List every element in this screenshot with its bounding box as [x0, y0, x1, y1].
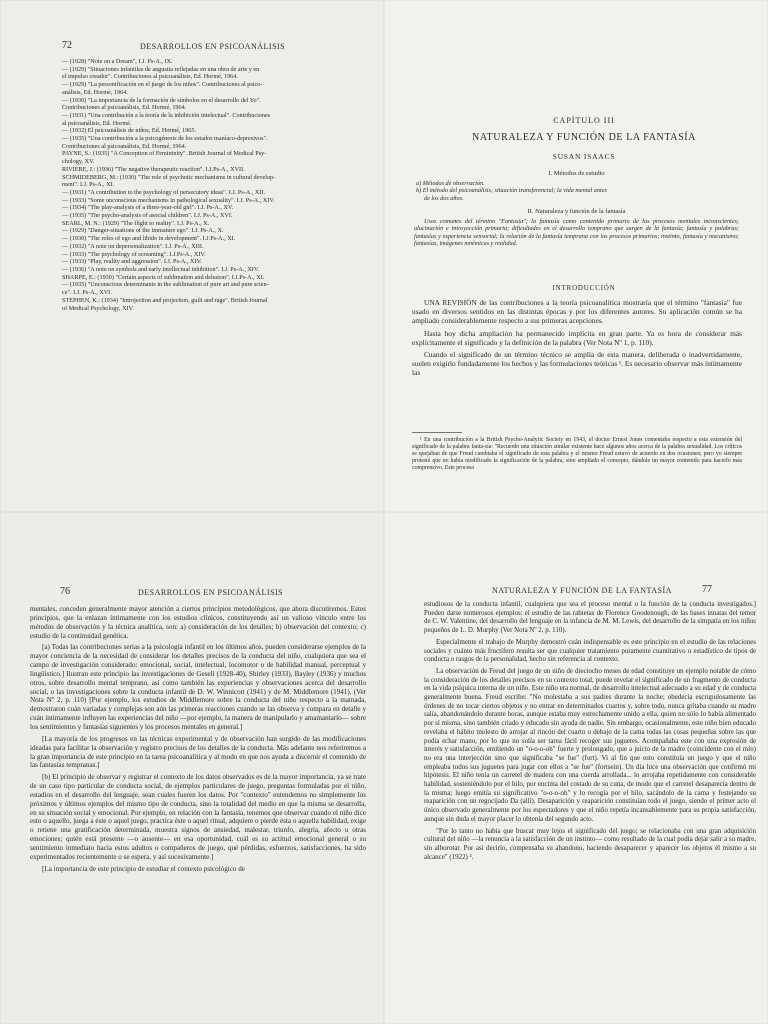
bibliography-entry: — (1928) "Note on a Dream", I.J. Ps-A., IX. [62, 58, 173, 65]
introduction-text [412, 298, 742, 381]
page-77-text [424, 600, 756, 864]
section-1-heading: I. Métodos de estudio [548, 170, 605, 177]
section-2-heading: II. Naturaleza y función de la fantasía [527, 208, 626, 215]
bibliography-entry: — (1929) "Danger-situations of the immature ego". I.J. Ps-A., X. [62, 227, 224, 235]
page-76 [0, 512, 384, 1024]
footnote: ¹ En una contribución a la British Psycho-Analytic Society en 1943, el doctor Ernest Jones comentaba respecto a esta extensión del significado de la palabra fanta-sía: "Recuerdo una situación similar existente hace algunos años acerca de la palabra sexualidad. Los críticos se quejaban de que Freud cambiaba el significado de esta palabra y el mismo Freud estuvo de acuerdo en dos ocasiones; pero yo siempre protesté que no había modificado la significación de la palabra, sino ampliado el concepto, dándole un mayor contenido para hacerlo más comprensivo. Este proceso [412, 437, 742, 471]
bibliography-entry: — (1929) "Situaciones infantiles de angustia reflejadas en una obra de arte y en [62, 65, 260, 73]
bibliography-entry: SCHMIDEBERG, M.: (1930) "The role of psychotic mechanisms in cultural develop- [62, 173, 276, 181]
bibliography-entry: — (1935) "Unconscious determinants in the sublimation of pure art and pure scien- [62, 281, 269, 289]
paragraph: estudiosos de la conducta infantil, cualquiera que sea el proceso mental o la función de la conducta investigados.] Pueden darse numerosos ejemplos: el estudio de las rabietas de Florence Goodenough, de las bases innatas del temor de C. W. Valentine, del desarrollo del lenguaje en la infancia de M. M. Lewis, del desarrollo de la simpatía en los niños pequeños de L. D. Murphy (Ver Nota Nº 2, p. 110). [424, 600, 756, 635]
paragraph: La observación de Freud del juego de un niño de dieciocho meses de edad constituye un ejemplo notable de cómo la consideración de los detalles precisos en su contexto total, puede revelar el significado de un fragmento de conducta en la vida psíquica interna de un niño. Este niño era normal, de desarrollo intelectual adecuado a su edad y de conducta generalmente buena. Freud escribe: "No molestaba a sus padres durante la noche; obedecía escrupulosamente las órdenes de no tocar ciertos objetos y no entrar en determinados cuartos y, sobre todo, nunca gritaba cuando su madre salía, abandonándolo durante horas, aunque estaba muy estrechamente unido a ella, quien no sólo lo había alimentado por sí misma, sino también criado y educado sin ayuda de nadie. Sin embargo, ocasionalmente, este niño bien educado revelaba el hábito molesto de arrojar al rincón del cuarto o debajo de la cama todas las cosas pequeñas sobre las que podía echar mano, por lo que no solía ser tarea fácil recoger sus juguetes. Acompañaba este con una expresión de interés y satisfacción, emitiendo un "o-o-o-oh" fuerte y prolongado, que a juicio de la madre (coincidente con el mío) no era una interjección sino que significaba "se fue" (fort). Vi al fin que esto constituía un juego y que el niño empleaba todos sus juguetes para jugar con ellos a "se fue" (fortsein). Un día hice una observación que confirmó mi hipótesis. El niño tenía un carretel de madera con una cuerda arrollada... lo arrojaba repetidamente con considerable habilidad, sosteniéndolo por el hilo, por encima del costado de su cuna, de modo que el carretel desaparecía dentro de la misma; luego emitía su significativo "o-o-o-oh" y lo recogía por el hilo, sacándolo de la cama y festejando su reaparición con un regocijado Da (allí). Desaparición y reaparición constituían todo el juego, siendo el primer acto el único observado generalmente por los espectadores y que el niño repetía incansablemente para su propia satisfacción, aunque sin duda el mayor placer lo obtenía del segundo acto. [424, 666, 756, 823]
paragraph: [a) Todas las contribuciones serias a la psicología infantil en los últimos años, pueden considerarse ejemplos de la mayor conciencia de la necesidad de considerar los detalles precisos de la conducta del niño, cualquiera que sea el campo de investigación considerado: emocional, social, intelectual, locomotor o de habilidad manual, perceptual y lingüístico.] Ilustran este principio las investigaciones de Gesell (1928-40), Shirley (1933), Bayley (1936) y muchos otros, sobre desarrollo mental temprano, así como también las experiencias y observaciones acerca del desarrollo social, o las investigaciones sobre la conducta infantil de D. W. Winnicott (1941) y de M. Middlemore (1941). (Ver Nota Nº 2, p. 110) [Por ejemplo, los estudios de Middlemore sobre la conducta del niño respecto a la mamada, demostraron cuán variadas y complejas son aún las primeras reacciones cuando se las observa y compara en detalle y cuán íntimamente influyen las experiencias del niño —por ejemplo, la manera de manipularlo y amamantarlo— sobre los sentimientos y fantasías siguientes y los procesos mentales en general.] [30, 643, 366, 731]
running-head: NATURALEZA Y FUNCIÓN DE LA FANTASÍA [492, 586, 672, 595]
chapter-contents [414, 170, 739, 248]
section-1-item-b-cont: de los dos años. [424, 194, 464, 202]
bibliography-entry: — (1933) "Play, reality and aggression". I.J. Ps-A., XIV. [62, 258, 202, 266]
bibliography-entry: chology, XV. [62, 158, 95, 166]
bibliography-entry: Contribuciones al psicoanálisis, Ed. Hormé, 1964. [62, 142, 187, 150]
bibliography-entry: — (1934) "The play-analysis of a three-year-old girl". I.J. Ps-A., XV. [62, 204, 234, 212]
bibliography-entry: — (1935) "The psycho-analysis of asocial children". I.J. Ps-A., XVI. [62, 212, 233, 220]
section-1-item-b: b) El método del psicoanálisis; situación transferencial; la vida mental antes [416, 187, 607, 194]
bibliography-entry: of Medical Psychology, XIV. [62, 304, 134, 312]
bibliography-entry: análisis, Ed. Hormé, 1964. [62, 88, 128, 96]
section-2-summary: Usos comunes del término "Fantasía"; la fantasía como contenido primario de los procesos mentales inconscientes; alucinación e introyección primaria; dificultades en el desarrollo temprano que surgen de la fantasía; fantasía y palabras; fantasías y experiencia sensorial; la relación de la fantasía temprana con los procesos primarios; instinto, fantasía y mecanismo; fantasías, imágenes mnémicas y realidad. [414, 217, 739, 247]
running-head: DESARROLLOS EN PSICOANÁLISIS [138, 588, 284, 597]
paragraph: Cuando el significado de un término técnico se amplía de esta manera, deliberada o inadvertidamente, suelen exigirlo fundadamente los hechos y las formulaciones teóricas ¹. Es necesario observar más íntimamente las [412, 350, 742, 378]
running-head: DESARROLLOS EN PSICOANÁLISIS [140, 42, 286, 51]
chapter-author: SUSAN ISAACS [552, 152, 616, 161]
bibliography-entry: SEARL, M. N.: (1929) "The flight to reality". I.J. Ps-A., X. [62, 219, 210, 227]
bibliography-entry: — (1931) "A contribution to the psychology of persecutory ideas". I.J. Ps-A., XII. [62, 188, 266, 196]
bibliography-entry: — (1930) "The roles of ego and libido in development". I.J.Ps-A., XI. [62, 235, 236, 243]
bibliography-entry: — (1936) "A note on symbols and early intellectual inhibition". I.J. Ps-A., XIV. [62, 265, 260, 273]
page-number: 77 [702, 584, 712, 595]
section-1-item-a: a) Métodos de observación. [416, 179, 485, 187]
bibliography-entry: — (1935) "Una contribución a la psicogénesis de los estados maníaco-depresivos". [62, 135, 268, 143]
paragraph: Especialmente el trabajo de Murphy demostró cuán indispensable es este principio en el estudio de las relaciones sociales y cuánto más fructífero resulta ser que cualquier tratamiento puramente cuantitativo o estadístico de tipos de conducta o rasgos de la personalidad, hecho sin referencia al contexto. [424, 637, 756, 664]
paragraph: mentales, conceden generalmente mayor atención a ciertos principios metodológicos, que ahora discutiremos. Estos principios, que la enlazan íntimamente con los estudios clínicos, constituyendo así un valioso vínculo entre los métodos de observación y la técnica analítica, son: a) consideración de los detalles; b) observación del contexto; c) estudio de la continuidad genética. [30, 605, 366, 640]
bibliography-entry: al psicoanálisis, Ed. Hormé. [62, 119, 132, 127]
bibliography-entry: — (1932) El psicoanálisis de niños, Ed. Hormé, 1965. [62, 127, 197, 135]
bibliography-entry: — (1931) "Una contribución a la teoría de la inhibición intelectual". Contribuciones [62, 111, 271, 119]
paragraph: [b) El principio de observar y registrar el contexto de los datos observados es de la mayor importancia, ya se trate de un caso tipo particular de conducta social, de ejemplos particulares de juego, preguntas formuladas por el niño, estadios en el desarrollo del lenguaje, sean cuales fueren los datos. Por "contexto" entendemos no simplemente los próximos y últimos ejemplos del mismo tipo de conducta, sino la totalidad del medio en que la misma se desarrolla, en su situación social y emocional. Por ejemplo, en relación con la fantasía, tenemos que observar cuando el niño dice esto o aquello, juega a éste o aquel juego, practica éste o aquel ritual, adquiere o pierde ésta o aquella habilidad, exige o retiene una gratificación determinada, muestra signos de ansiedad, malestar, triunfo, alegría, afecto u otras emociones; quién está presente —o ausente— en esa oportunidad, cuál es su actitud emocional general o su sentimiento inmediato hacia estos adultos o compañeros de juego, qué pérdidas, esfuerzos, satisfacciones, ha sido experimentados recientemente o se espera, y así sucesivamente.] [30, 773, 366, 861]
bibliography-entry: RIVIERE, J.: (1936) "The negative therapeutic reaction". I.J.Ps-A., XVII. [62, 165, 245, 173]
page-72 [0, 0, 384, 512]
bibliography-list [62, 58, 348, 312]
bibliography-entry: el impulso creador". Contribuciones al psicoanálisis, Ed. Hormé, 1964. [62, 73, 238, 81]
bibliography-entry: SHARPE, E.: (1930) "Certain aspects of sublimation and delusion". I.J.Ps-A., XI. [62, 273, 265, 281]
bibliography-entry: Contribuciones al psicoanálisis, Ed. Hormé, 1964. [62, 104, 187, 112]
chapter-title: NATURALEZA Y FUNCIÓN DE LA FANTASÍA [472, 132, 696, 143]
chapter-opening-page [384, 0, 768, 512]
bibliography-entry: — (1932) "A note on depersonalization". I.J. Ps-A., XIII. [62, 242, 204, 250]
bibliography-entry: ment". I.J. Ps-A., XI. [62, 181, 115, 189]
page-77 [384, 512, 768, 1024]
paragraph: [La mayoría de los progresos en las técnicas experimental y de observación han surgido de las modificaciones ideadas para facilitar la observación y registro precisos de los detalles de la conducta. Más adelante nos referiremos a la gran importancia de este principio en la tarea psicoanalítica y al modo en que nos ayuda a discernir el contenido de las fantasías tempranas.] [30, 734, 366, 770]
bibliography-entry: — (1933) "The psychology of screaming". I.J.Ps-A., XIV. [62, 250, 206, 258]
bibliography-entry: STEPHEN, K.: (1934) "Introjection and projection, guilt and rage". British Journal [62, 296, 268, 304]
introduction-heading: INTRODUCCIÓN [552, 284, 616, 292]
page-number: 72 [62, 40, 72, 51]
paragraph: Hasta hoy dicha ampliación ha permanecido implícita en gran parte. Ya es hora de considerar más explícitamente el significado y la definición de la palabra (Ver Nota Nº 1, p. 110). [412, 328, 742, 347]
page-76-text [30, 605, 366, 876]
bibliography-entry: — (1933) "Some unconscious mechanisms in pathological sexuality". I.J. Ps-A., XIV. [62, 196, 275, 204]
bibliography-entry: ce". I.J. Ps-A., XVI. [62, 289, 112, 297]
paragraph: [La importancia de este principio de estudiar el contexto psicológico de [42, 864, 245, 873]
bibliography-entry: — (1930) "La importancia de la formación de símbolos en el desarrollo del Yo". [62, 96, 261, 104]
chapter-label: CAPÍTULO III [553, 116, 615, 125]
footnote-rule [412, 432, 462, 433]
bibliography-entry: — (1929) "La personificación en el juego de los niños". Contribuciones al psico- [62, 81, 263, 89]
paragraph: "Por lo tanto no había que buscar muy lejos el significado del juego; se relacionaba con una gran adquisición cultural del niño —la renuncia a la satisfacción de un instinto— como resultado de la cual podía dejar salir a su madre, sin alborotar. Por así decirlo, compensaba su abandono, haciendo desaparecer y aparecer los objetos él mismo a su alcance" (1922) ². [424, 826, 756, 861]
page-number: 76 [60, 586, 70, 597]
paragraph: UNA REVISIÓN de las contribuciones a la teoría psicoanalítica mostraría que el término "fantasía" fue usado en diversos sentidos en las distintas épocas y por los diferentes autores. Su aplicación común se ha ampliado considerablemente respecto a sus primeras acepciones. [412, 298, 742, 326]
bibliography-entry: PAYNE, S.: (1935) "A Conception of Femininity". British Journal of Medical Psy- [62, 150, 267, 158]
